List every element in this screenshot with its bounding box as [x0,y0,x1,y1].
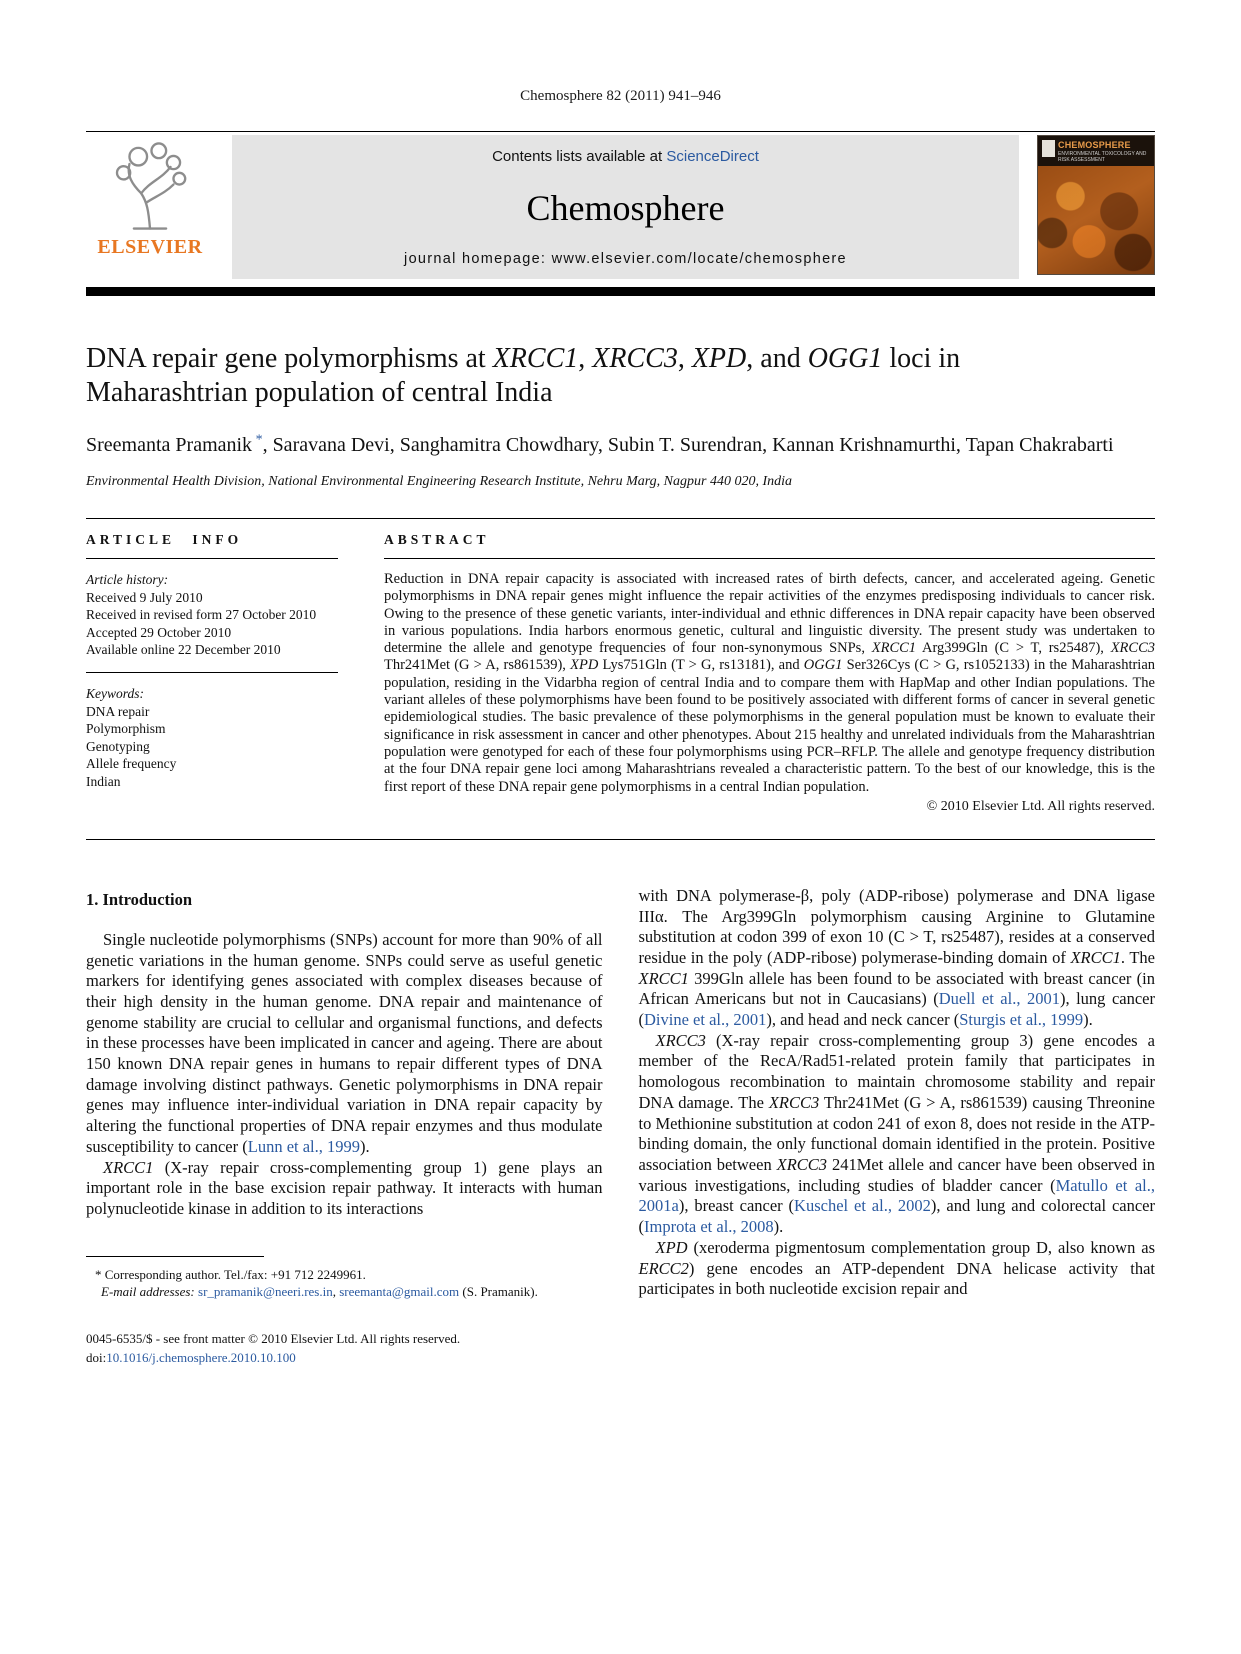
paragraph: XRCC3 (X-ray repair cross-complementing group 3) gene encodes a member of the RecA/Rad51-related protein family that participates in homologous recombination to maintain chromosome stability and repair DNA damage. The XRCC3 Thr241Met (G > A, rs861539) causing Threonine to Methionine substitution at codon 241 of exon 8, does not reside in the ATP-binding domain, the only functional domain identified in the protein. Positive association between XRCC3 241Met allele and cancer have been observed in various investigations, including studies of bladder cancer (Matullo et al., 2001a), breast cancer (Kuschel et al., 2002), and lung and colorectal cancer (Improta et al., 2008). [638,1030,1155,1237]
journal-title: Chemosphere [526,188,725,228]
journal-cover-thumbnail [1037,135,1155,275]
inline-link[interactable]: Sturgis et al., 1999 [959,1010,1084,1030]
keywords-label: Keywords: [86,685,144,701]
keyword: Genotyping [86,738,150,754]
keyword: DNA repair [86,703,150,719]
elsevier-logo [86,135,214,279]
banner-rule [86,287,1155,296]
elsevier-wordmark: ELSEVIER [97,236,203,258]
cover-subtitle: ENVIRONMENTAL TOXICOLOGY AND RISK ASSESSMENT [1058,151,1147,163]
abstract-text: Reduction in DNA repair capacity is associated with increased rates of birth defects, cancer, and accelerated ageing. Genetic polymorphisms in DNA repair genes might influence the repair activities of the enzymes predisposing individuals to cancer risk. Owing to the presence of these genetic variants, inter-individual and ethnic differences in DNA repair capacity have been observed in various populations. India harbors enormous genetic, cultural and linguistic diversity. The present study was undertaken to determine the allele and genotype frequencies of four non-synonymous SNPs, XRCC1 Arg399Gln (C > T, rs25487), XRCC3 Thr241Met (G > A, rs861539), XPD Lys751Gln (T > G, rs13181), and OGG1 Ser326Cys (C > G, rs1052133) in the Maharashtrian population, residing in the Vidarbha region of central India and to compare them with HapMap and other Indian populations. The variant alleles of these polymorphisms have been found to be positively associated with different forms of cancer in several genetic epidemiological studies. The basic prevalence of these polymorphisms in the general population must be known to evaluate their significance in risk assessment in cancer and other phenotypes. About 215 healthy and unrelated individuals from the Maharashtrian population were genotyped for each of these four polymorphisms using PCR–RFLP. The allele and genotype frequency distribution at the four DNA repair gene loci among Maharashtrians revealed a characteristic pattern. To the best of our knowledge, this is the first report of these DNA repair gene polymorphisms in a central Indian population. [384,571,1156,795]
copyright-line: © 2010 Elsevier Ltd. All rights reserved. [926,798,1155,814]
keyword: Allele frequency [86,756,177,772]
history-line: Accepted 29 October 2010 [86,624,232,640]
corresponding-author-note: * Corresponding author. Tel./fax: +91 712 2249961. [95,1266,366,1282]
inline-link[interactable]: Divine et al., 2001 [644,1010,767,1030]
issn-line: 0045-6535/$ - see front matter © 2010 Elsevier Ltd. All rights reserved. [86,1330,461,1346]
article-history-label: Article history: [86,572,169,587]
keyword: Indian [86,773,121,789]
right-column [639,886,1156,1367]
cover-title: CHEMOSPHERE [1058,140,1131,150]
inline-link[interactable]: ScienceDirect [666,148,759,165]
article-info-heading: ARTICLE INFO [86,519,338,559]
history-line: Received 9 July 2010 [86,589,203,605]
author-list: Sreemanta Pramanik *, Saravana Devi, Sanghamitra Chowdhary, Subin T. Surendran, Kannan Krishnamurthi, Tapan Chakrabarti [86,432,1114,456]
inline-link[interactable]: Matullo et al., 2001a [638,1175,1155,1216]
article-body [86,886,1155,1367]
article-history-block [86,571,338,673]
paragraph: XRCC1 (X-ray repair cross-complementing group 1) gene plays an important role in the base excision repair pathway. It interacts with human polynucleotide kinase in addition to its interactions [86,1157,603,1218]
paragraph: with DNA polymerase-β, poly (ADP-ribose) polymerase and DNA ligase IIIα. The Arg399Gln polymorphism causing Arginine to Glutamine substitution at codon 399 of exon 10 (C > T, rs25487), resides at a conserved residue in the poly (ADP-ribose) polymerase-binding domain of XRCC1. The XRCC1 399Gln allele has been found to be associated with breast cancer (in African Americans but not in Caucasians) (Duell et al., 2001), lung cancer (Divine et al., 2001), and head and neck cancer (Sturgis et al., 1999). [638,885,1155,1030]
article-info-column [86,519,338,815]
abstract-heading: ABSTRACT [384,519,1155,559]
keyword: Polymorphism [86,721,166,737]
paragraph: XPD (xeroderma pigmentosum complementation group D, also known as ERCC2) gene encodes an ATP-dependent DNA helicase activity that participates in both nucleotide excision repair and [638,1237,1155,1299]
footnote-block [86,1256,603,1301]
contents-line: Contents lists available at ScienceDirect [492,148,759,165]
inline-link[interactable]: Improta et al., 2008 [644,1217,774,1237]
abstract-column [384,519,1155,815]
inline-link[interactable]: Lunn et al., 1999 [247,1136,361,1156]
inline-link[interactable]: 10.1016/j.chemosphere.2010.10.100 [106,1349,296,1365]
left-column [86,886,603,1367]
banner-row [86,135,1155,279]
history-line: Available online 22 December 2010 [86,642,281,658]
elsevier-tree-icon [106,137,194,235]
cover-band [1038,136,1154,166]
inline-link[interactable]: sr_pramanik@neeri.res.in [198,1284,333,1300]
cover-logo-icon [1042,140,1055,157]
article-title: DNA repair gene polymorphisms at XRCC1, XRCC3, XPD, and OGG1 loci in Maharashtrian population of central India [86,343,961,408]
front-matter-block [86,1329,603,1367]
inline-link[interactable]: Kuschel et al., 2002 [794,1196,931,1216]
paragraph: Single nucleotide polymorphisms (SNPs) account for more than 90% of all genetic variations in the human genome. SNPs could serve as useful genetic markers for identifying genes associated with complex diseases because of their high density in the human genome. DNA repair and maintenance of genome stability are crucial to cellular and organismal functions, and defects in these processes have been implicated in cancer and ageing. There are about 150 known DNA repair genes in humans to repair different types of DNA damage involving distinct pathways. Genetic polymorphisms in DNA repair genes may influence inter-individual variation in DNA repair capacity by altering the functional properties of DNA repair enzymes and thus modulate susceptibility to cancer (Lunn et al., 1999). [86,929,603,1156]
cover-art [1038,166,1154,274]
article-info-abstract-section [86,518,1155,840]
inline-link[interactable]: Duell et al., 2001 [938,989,1060,1009]
journal-banner [86,131,1155,296]
title-block [86,342,1155,490]
banner-center [232,135,1019,279]
history-line: Received in revised form 27 October 2010 [86,607,317,623]
journal-citation: Chemosphere 82 (2011) 941–946 [520,88,721,104]
cover-band-text [1058,140,1150,163]
inline-link[interactable]: * [252,432,263,448]
journal-homepage-link[interactable]: journal homepage: www.elsevier.com/locate/chemosphere [404,251,847,267]
inline-link[interactable]: sreemanta@gmail.com [339,1284,460,1300]
affiliation: Environmental Health Division, National Environmental Engineering Research Institute, Nehru Marg, Nagpur 440 020, India [86,474,793,489]
footnote-rule [86,1256,264,1257]
keywords-block [86,685,338,791]
email-note: E-mail addresses: sr_pramanik@neeri.res.in, sreemanta@gmail.com (S. Pramanik). [101,1284,538,1300]
doi-line: doi:10.1016/j.chemosphere.2010.10.100 [86,1349,296,1365]
section-heading-introduction: 1. Introduction [86,889,193,909]
